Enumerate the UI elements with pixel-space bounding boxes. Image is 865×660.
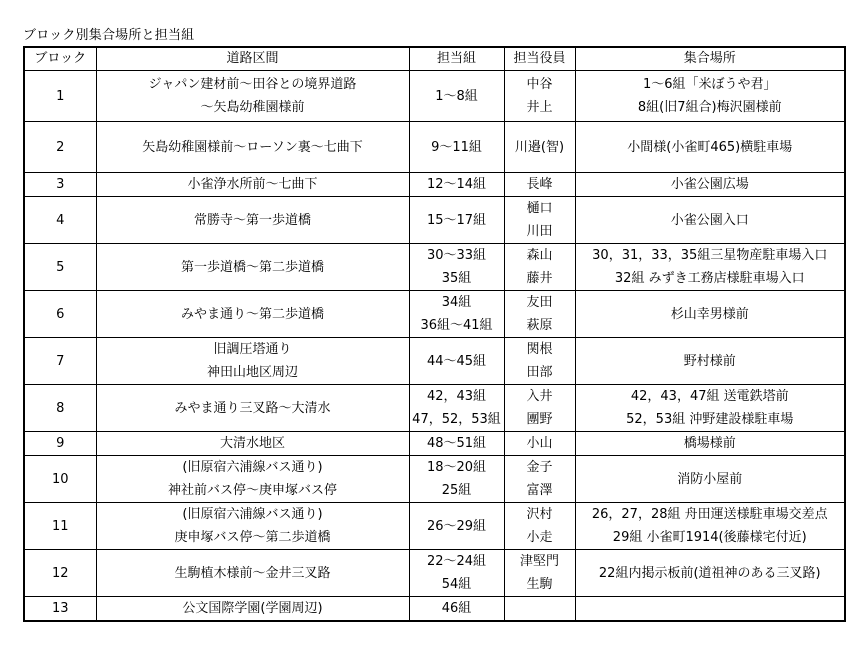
table-row [24,122,845,173]
officers-cell-line: 田部 [526,365,553,380]
officers-cell-line: 関根 [526,342,553,357]
place-cell-line: 22組内掲示板前(道祖神のある三叉路) [598,565,821,581]
document-title: ブロック別集合場所と担当組 [23,28,195,43]
groups-cell [409,197,504,244]
officers-cell [504,456,575,503]
groups-cell-line: 35組 [441,271,472,286]
place-cell-line: 30，31，33，35組三星物産駐車場入口 [592,248,828,263]
groups-cell-line: 25組 [441,483,472,498]
groups-cell-line: 46組 [441,601,472,616]
place-cell-line: 26，27，28組 舟田運送様駐車場交差点 [591,507,828,522]
place-cell [575,122,845,173]
block-cell: 5 [24,244,96,291]
road-cell-line: 大清水地区 [219,436,285,451]
groups-cell-line: 26～29組 [426,518,487,534]
place-cell [575,550,845,597]
groups-cell-line: 47，52，53組 [412,412,501,427]
officers-cell-line: 小山 [526,436,553,451]
place-cell [575,291,845,338]
place-cell [575,197,845,244]
block-cell: 1 [24,71,96,122]
block-cell: 2 [24,122,96,173]
officers-cell [504,432,575,456]
table-body [24,71,845,622]
place-cell-line: 小雀公園広場 [670,177,749,192]
table-row [24,597,845,622]
place-cell-line: 杉山幸男様前 [670,306,749,322]
officers-cell-line: 入井 [526,389,553,404]
header-place: 集合場所 [575,47,845,71]
groups-cell [409,385,504,432]
officers-cell-line: 小走 [526,530,553,545]
officers-cell-line: 團野 [526,412,553,427]
place-cell [575,456,845,503]
groups-cell [409,456,504,503]
place-cell-line: 52，53組 沖野建設様駐車場 [626,412,794,427]
place-cell [575,597,845,622]
road-cell-line: 常勝寺～第一歩道橋 [193,212,311,228]
groups-cell [409,291,504,338]
officers-cell-line: 川田 [526,224,553,239]
table-row [24,197,845,244]
place-cell-line: 野村様前 [683,353,736,369]
road-cell [96,550,409,597]
officers-cell-line: 井上 [526,100,553,115]
officers-cell-line: 萩原 [526,318,553,333]
road-cell [96,385,409,432]
block-cell: 4 [24,197,96,244]
road-cell-line: (旧原宿六浦線バス通り) [182,507,323,522]
place-cell-line: 1～6組「米ぼうや君」 [642,77,777,92]
place-cell [575,173,845,197]
groups-cell [409,432,504,456]
table-row [24,503,845,550]
road-cell-line: 矢島幼稚園様前～ローソン裏～七曲下 [142,139,363,155]
groups-cell [409,503,504,550]
block-cell: 3 [24,173,96,197]
officers-cell [504,597,575,622]
header-groups: 担当組 [409,47,504,71]
officers-cell-line: 金子 [526,460,553,475]
block-cell: 8 [24,385,96,432]
block-cell: 7 [24,338,96,385]
place-cell [575,385,845,432]
officers-cell-line: 樋口 [526,201,553,216]
road-cell-line: 旧調圧塔通り [213,342,292,357]
road-cell-line: ～矢島幼稚園様前 [200,100,305,115]
place-cell-line: 橋場様前 [683,436,736,451]
officers-cell-line: 藤井 [526,271,553,286]
groups-cell-line: 48～51組 [426,436,487,451]
groups-cell-line: 1～8組 [435,88,478,104]
groups-cell [409,597,504,622]
road-cell-line: 公文国際学園(学園周辺) [182,601,323,616]
groups-cell-line: 30～33組 [426,248,487,263]
block-cell: 13 [24,597,96,622]
road-cell-line: みやま通り～第二歩道橋 [180,306,324,322]
road-cell [96,597,409,622]
block-cell: 11 [24,503,96,550]
groups-cell-line: 54組 [441,577,472,592]
groups-cell [409,173,504,197]
groups-cell-line: 15～17組 [426,212,487,228]
groups-cell-line: 9～11組 [431,139,482,155]
place-cell [575,244,845,291]
block-cell: 9 [24,432,96,456]
table-row [24,244,845,291]
officers-cell [504,173,575,197]
road-cell [96,244,409,291]
groups-cell-line: 42，43組 [426,389,487,404]
road-cell-line: ジャパン建材前～田谷との境界道路 [148,77,357,92]
officers-cell-line: 沢村 [526,507,553,522]
place-cell-line: 42，43，47組 送電鉄塔前 [630,389,789,404]
groups-cell [409,244,504,291]
block-cell: 6 [24,291,96,338]
officers-cell-line: 森山 [526,248,553,263]
road-cell-line: 神田山地区周辺 [206,365,298,380]
place-cell-line: 8組(旧7組合)梅沢園様前 [637,100,782,115]
groups-cell-line: 22～24組 [426,554,487,569]
groups-cell [409,550,504,597]
header-row [24,47,845,71]
groups-cell-line: 12～14組 [426,177,487,192]
groups-cell [409,71,504,122]
place-cell [575,71,845,122]
officers-cell [504,244,575,291]
road-cell-line: みやま通り三叉路～大清水 [174,400,331,416]
road-cell [96,197,409,244]
officers-cell [504,122,575,173]
table-row [24,71,845,122]
officers-cell [504,503,575,550]
road-cell [96,503,409,550]
officers-cell [504,291,575,338]
place-cell [575,338,845,385]
road-cell [96,456,409,503]
officers-cell [504,550,575,597]
road-cell [96,432,409,456]
road-cell-line: 第一歩道橋～第二歩道橋 [180,259,324,275]
road-cell [96,122,409,173]
block-cell: 12 [24,550,96,597]
officers-cell [504,71,575,122]
table-row [24,456,845,503]
officers-cell-line: 長峰 [526,177,553,192]
table-row [24,291,845,338]
road-cell-line: 神社前バス停～庚申塚バス停 [167,483,337,498]
place-cell-line: 32組 みずき工務店様駐車場入口 [614,271,805,286]
officers-cell-line: 津堅門 [519,554,559,569]
table-row [24,432,845,456]
table-row [24,338,845,385]
block-table [23,46,846,622]
groups-cell [409,122,504,173]
table-row [24,550,845,597]
road-cell [96,173,409,197]
table-row [24,385,845,432]
officers-cell-line: 中谷 [526,77,553,92]
groups-cell-line: 34組 [441,295,472,310]
officers-cell [504,338,575,385]
road-cell [96,291,409,338]
table-row [24,173,845,197]
officers-cell-line: 生駒 [526,577,553,592]
road-cell-line: 庚申塚バス停～第二歩道橋 [174,530,331,545]
road-cell [96,338,409,385]
header-officers: 担当役員 [504,47,575,71]
officers-cell-line: 川邉(智) [514,139,565,155]
groups-cell-line: 44～45組 [426,353,487,369]
place-cell-line: 小間様(小雀町465)横駐車場 [627,139,793,155]
header-road: 道路区間 [96,47,409,71]
groups-cell [409,338,504,385]
officers-cell [504,197,575,244]
header-block: ブロック [24,47,96,71]
road-cell [96,71,409,122]
road-cell-line: 小雀浄水所前～七曲下 [187,177,318,192]
place-cell [575,432,845,456]
road-cell-line: 生駒植木様前～金井三叉路 [174,565,331,581]
groups-cell-line: 18～20組 [426,460,487,475]
officers-cell-line: 友田 [526,295,553,310]
road-cell-line: (旧原宿六浦線バス通り) [182,460,323,475]
block-cell: 10 [24,456,96,503]
place-cell-line: 小雀公園入口 [670,212,749,228]
place-cell-line: 29組 小雀町1914(後藤様宅付近) [612,530,807,545]
place-cell-line: 消防小屋前 [677,471,743,487]
place-cell [575,503,845,550]
officers-cell [504,385,575,432]
groups-cell-line: 36組～41組 [420,318,493,333]
officers-cell-line: 富澤 [526,483,553,498]
